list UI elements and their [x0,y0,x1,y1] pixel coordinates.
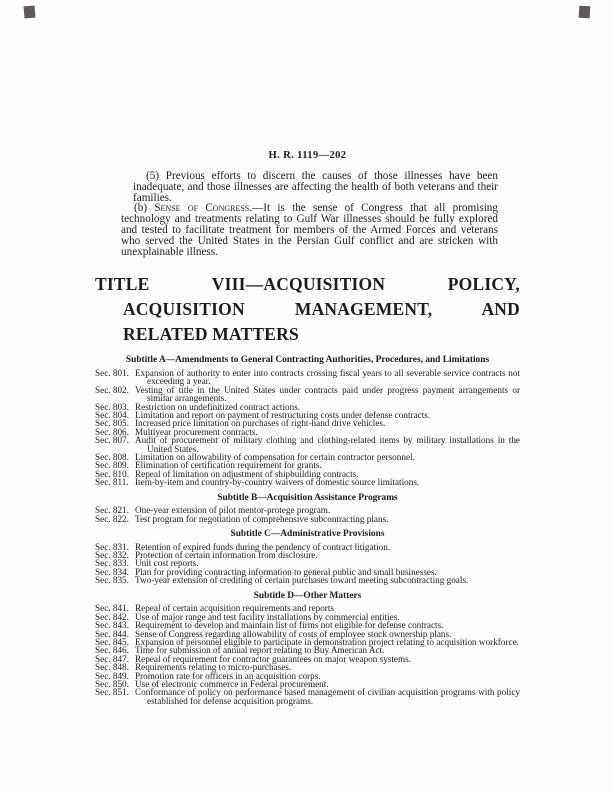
toc-entry-number: Sec. 833. [95,558,129,569]
toc-entry-number: Sec. 802. [95,384,129,395]
scan-artifact-left [24,6,36,19]
toc-entry-number: Sec. 822. [95,513,129,524]
toc-entry-text: Multiyear procurement contracts. [135,426,258,437]
toc-entry-text: Use of electronic commerce in Federal procurement. [135,678,329,689]
title-heading [95,272,520,347]
toc-subtitle-heading: Subtitle D—Other Matters [253,590,362,601]
toc-entry [95,478,520,486]
toc-entry-number: Sec. 841. [95,603,129,614]
toc-entry-text: Restriction on undefinitized contract actions. [135,401,301,412]
paragraph-5: (5) Previous efforts to discern the causes of those illnesses have been inadequate, and those illnesses are affecting the health of both veterans and their families. [133,170,498,204]
toc-entry-number: Sec. 801. [95,367,129,378]
toc-entry-number: Sec. 847. [95,653,129,664]
toc-entry-number: Sec. 811. [95,477,129,488]
paragraph-b-rest: .—It is the sense of Congress that all promising technology and treatments relating to Gulf War illnesses should be fully explored and tested to facilitate treatment for members of the Armed Forces and veterans who served the United States in the Persian Gulf conflict and are stricken with unexplainable illness. [121,202,498,258]
toc-entry-text: Item-by-item and country-by-country waivers of domestic source limitations. [135,477,420,488]
toc-entry-number: Sec. 805. [95,418,129,429]
toc-entry-text: Repeal of requirement for contractor guarantees on major weapon systems. [135,653,412,664]
toc-entry-text: Use of major range and test facility installations by commercial entities. [135,611,400,622]
title-line-3: RELATED MATTERS [123,324,299,345]
toc-entry [95,576,520,584]
toc-entry-number: Sec. 844. [95,628,129,639]
paragraph-b-smallcaps: Sense of Congress [154,202,250,215]
paragraph-b-prefix: (b) [134,202,155,215]
toc-entry-number: Sec. 846. [95,645,129,656]
toc-entry-number: Sec. 835. [95,575,129,586]
paragraph-b [121,203,498,257]
scan-artifact-right [579,6,591,19]
toc-entry-text: Elimination of certification requirement for grants. [135,460,322,471]
toc-entry-text: Test program for negotiation of comprehensive subcontracting plans. [135,513,389,524]
toc-subtitle-heading: Subtitle A—Amendments to General Contracting Authorities, Procedures, and Limitations [125,355,490,366]
toc-entry-number: Sec. 809. [95,460,129,471]
toc-entry-number: Sec. 807. [95,435,129,446]
toc-entry-text: Sense of Congress regarding allowability of costs of employee stock ownership plans. [135,628,452,639]
toc-entry [95,436,520,453]
toc-entry-text: Repeal of certain acquisition requirements and reports [135,603,334,614]
toc-entry-text: Expansion of authority to enter into contracts crossing fiscal years to all severable service contracts not exceeding a year. [135,367,520,387]
toc-entry [95,515,520,523]
toc-entry-number: Sec. 810. [95,468,129,479]
toc-entry [95,369,520,386]
toc-entry-number: Sec. 806. [95,426,129,437]
toc-entry-text: Time for submission of annual report relating to Buy American Act. [135,645,385,656]
title-line-1: TITLE VIII—ACQUISITION POLICY, [95,274,520,295]
toc-entry-text: Increased price limitation on purchases of right-hand drive vehicles. [135,418,386,429]
toc-entry-text: Retention of expired funds during the pendency of contract litigation. [135,541,391,552]
toc-entry-number: Sec. 804. [95,410,129,420]
toc-entry-number: Sec. 848. [95,662,129,673]
toc-entry-number: Sec. 843. [95,620,129,631]
toc-entry-text: Expansion of personnel eligible to participate in demonstration project relating to acquisition workforce. [135,636,519,647]
toc-entry-number: Sec. 808. [95,452,129,463]
toc-entry [95,386,520,403]
toc-entry-number: Sec. 842. [95,611,129,622]
toc [95,356,520,705]
title-line-2: ACQUISITION MANAGEMENT, AND [123,299,520,320]
toc-entry-text: Protection of certain information from disclosure. [135,550,318,561]
toc-entry-number: Sec. 845. [95,636,129,647]
toc-entry-number: Sec. 831. [95,541,129,552]
toc-entry-number: Sec. 803. [95,401,129,412]
toc-entry-number: Sec. 821. [95,505,129,516]
toc-entry-number: Sec. 851. [95,687,129,698]
toc-entry-text: Repeal of limitation on adjustment of shipbuilding contracts. [135,468,359,479]
toc-entry-number: Sec. 832. [95,550,129,561]
toc-entry-text: Audit of procurement of military clothing and clothing-related items by military installations in the United States. [135,435,520,454]
toc-entry-text: Unit cost reports. [135,558,199,569]
toc-entry [95,688,520,705]
toc-entry-text: Requirement to develop and maintain list of firms not eligible for defense contracts. [135,620,444,631]
toc-entry-number: Sec. 850. [95,678,129,689]
toc-entry-text: Vesting of title in the United States under contracts paid under progress payment arrangements or similar arrangements. [135,384,520,404]
toc-entry-text: Promotion rate for officers in an acquisition corps. [135,670,321,681]
toc-entry-text: Limitation and report on payment of restructuring costs under defense contracts. [135,410,431,420]
toc-entry-text: Limitation on allowability of compensation for certain contractor personnel. [135,452,415,463]
page-header: H. R. 1119—202 [268,150,347,161]
toc-subtitle-heading: Subtitle C—Administrative Provisions [230,529,385,540]
toc-entry-text: Two-year extension of crediting of certain purchases toward meeting subcontracting goals. [135,575,469,586]
toc-entry-text: One-year extension of pilot mentor-protege program. [135,505,331,516]
toc-entry-text: Conformance of policy on performance based management of civilian acquisition programs with policy established for defense acquisition programs. [135,687,520,706]
toc-entry-number: Sec. 834. [95,566,129,577]
toc-entry-text: Plan for providing contracting information to general public and small businesses. [135,566,437,577]
toc-subtitle-heading: Subtitle B—Acquisition Assistance Programs [217,492,398,503]
toc-entry-number: Sec. 849. [95,670,129,681]
toc-entry-text: Requirements relating to micro-purchases. [135,662,292,673]
